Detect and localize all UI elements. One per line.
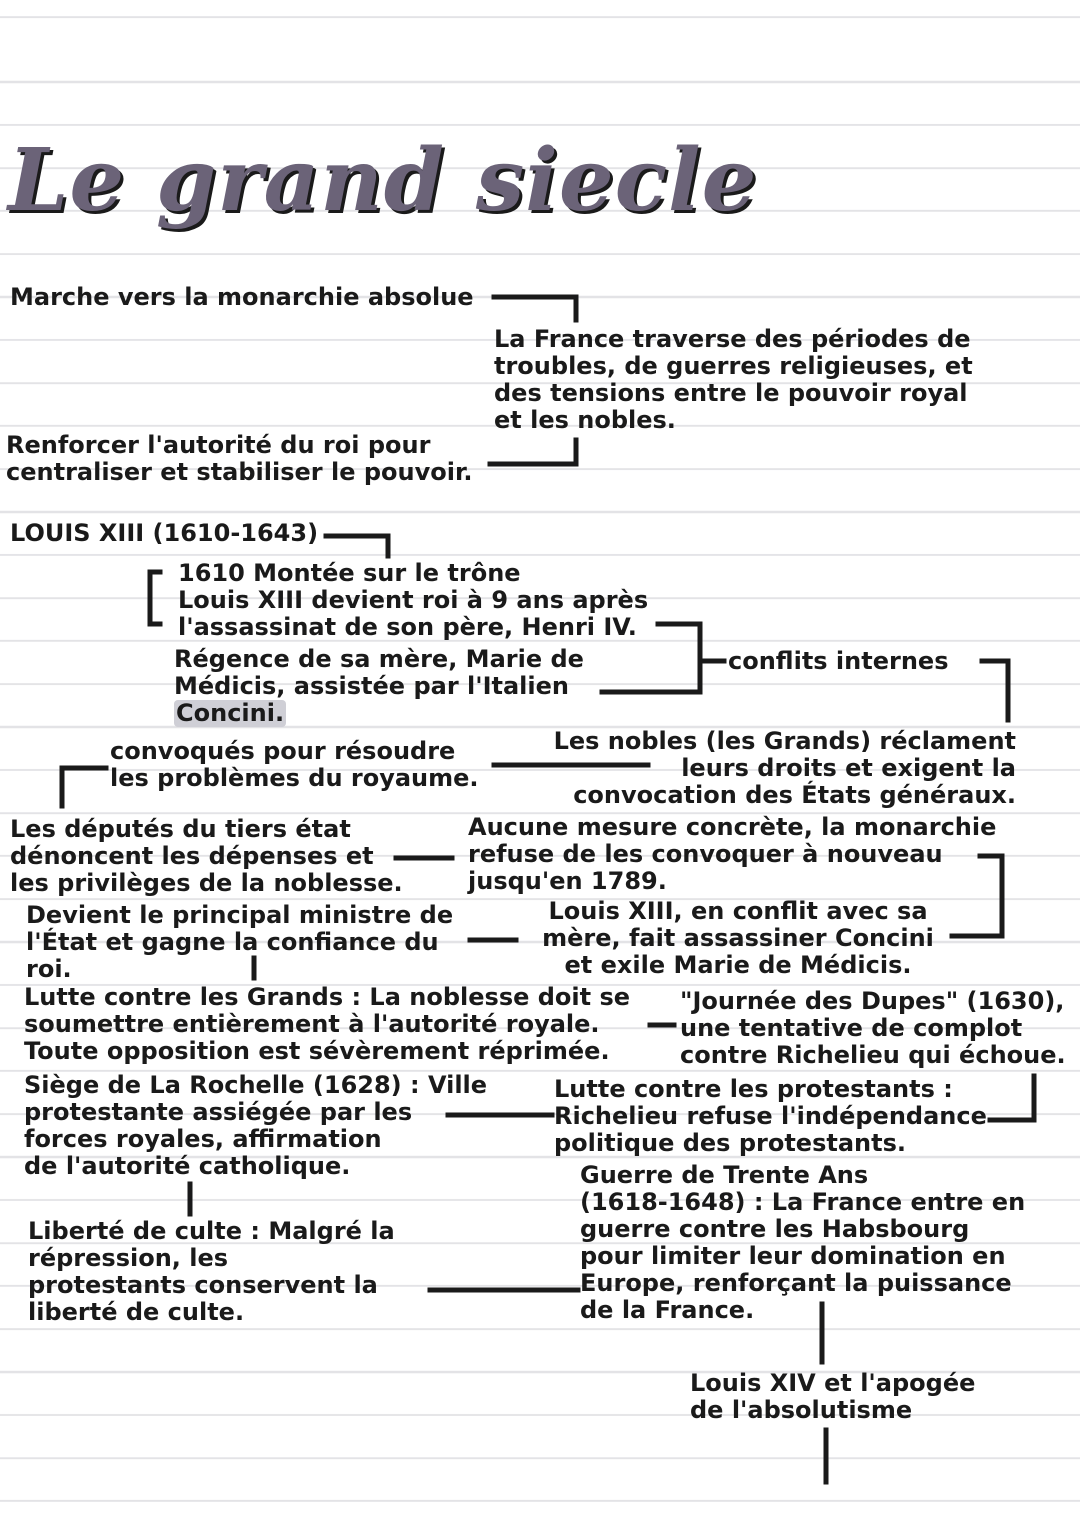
dupes-text: "Journée des Dupes" (1630), une tentative de complot contre Richelieu qui échoue. xyxy=(680,987,1066,1069)
concini-text: Louis XIII, en conflit avec sa mère, fait assassiner Concini et exile Marie de Médicis. xyxy=(542,897,934,979)
guerre-text: Guerre de Trente Ans (1618-1648) : La France entre en guerre contre les Habsbourg pour limiter leur domination en Europe, renforçant la puissance de la France. xyxy=(580,1161,1026,1324)
lutte-protestants-text: Lutte contre les protestants : Richelieu refuse l'indépendance politique des protestants. xyxy=(554,1075,987,1157)
aucune-text: Aucune mesure concrète, la monarchie refuse de les convoquer à nouveau jusqu'en 1789. xyxy=(468,813,997,895)
liberte-text: Liberté de culte : Malgré la répression, les protestants conservent la liberté de culte. xyxy=(28,1217,395,1326)
renforcer-text: Renforcer l'autorité du roi pour centraliser et stabiliser le pouvoir. xyxy=(6,431,473,486)
deputes-text: Les députés du tiers état dénoncent les dépenses et les privilèges de la noblesse. xyxy=(10,815,403,897)
marche-text: Marche vers la monarchie absolue xyxy=(10,283,474,311)
conflits-text: conflits internes xyxy=(728,647,949,675)
rochelle-text: Siège de La Rochelle (1628) : Ville protestante assiégée par les forces royales, affirmation de l'autorité catholique. xyxy=(24,1071,488,1180)
louis13-heading: LOUIS XIII (1610-1643) xyxy=(10,519,319,547)
ministre-text: Devient le principal ministre de l'État et gagne la confiance du roi. xyxy=(26,901,454,983)
regence-text: Régence de sa mère, Marie de Médicis, assistée par l'Italien Concini. xyxy=(174,645,584,727)
louis14-text: Louis XIV et l'apogée de l'absolutisme xyxy=(690,1369,976,1424)
montee-text: 1610 Montée sur le trône Louis XIII devient roi à 9 ans après l'assassinat de son père, Henri IV. xyxy=(178,559,649,641)
page-title: Le grand siecle xyxy=(8,130,758,231)
nobles-text: Les nobles (les Grands) réclament leurs droits et exigent la convocation des États généraux. xyxy=(553,727,1016,809)
convoques-text: convoqués pour résoudre les problèmes du royaume. xyxy=(110,737,479,792)
france-text: La France traverse des périodes de troubles, de guerres religieuses, et des tensions entre le pouvoir royal et les nobles. xyxy=(494,325,973,434)
lutte-grands-text: Lutte contre les Grands : La noblesse doit se soumettre entièrement à l'autorité royale. Toute opposition est sévèrement réprimée. xyxy=(24,983,631,1065)
